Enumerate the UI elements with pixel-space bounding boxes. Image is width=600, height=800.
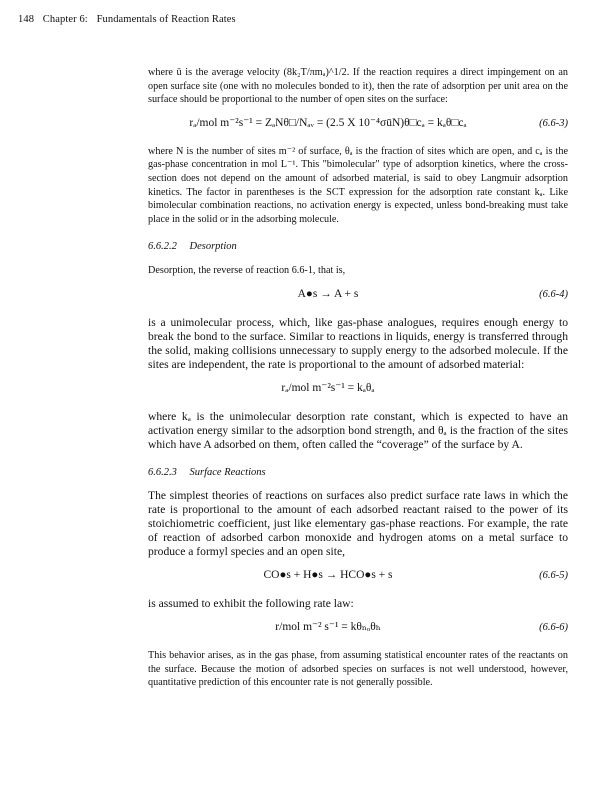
chapter-label: Chapter 6: [42,14,88,25]
equation-number: (6.6-3) [539,117,568,129]
equation-6-6-5 [148,569,568,587]
equation-expression: rₐ/mol m⁻²s⁻¹ = ZₐNθ□/Nₐᵥ = (2.5 X 10⁻⁴σūN)θ□cₐ = kₐθ□cₐ [189,116,467,129]
equation-number: (6.6-6) [539,622,568,634]
equation-desorption-rate [148,382,568,400]
equation-expression: A●s → A + s [297,287,359,300]
page-body [148,66,568,696]
equation-6-6-3 [148,117,568,135]
section-heading-surface-reactions [148,466,568,480]
equation-number: (6.6-5) [539,570,568,582]
running-header [18,14,242,25]
equation-expression: rₐ/mol m⁻²s⁻¹ = kₐθₐ [281,381,375,394]
paragraph: This behavior arises, as in the gas phase, from assuming statistical encounter rates of the reactants on the surface. Because the motion of adsorbed species on surfaces is not well understood, however, quantitative prediction of this encounter rate is not generally possible. [148,650,568,689]
section-number: 6.6.2.3 [148,466,177,478]
paragraph: Desorption, the reverse of reaction 6.6-1, that is, [148,264,346,276]
paragraph: The simplest theories of reactions on surfaces also predict surface rate laws in which the rate is proportional to the amount of each adsorbed reactant raised to the power of its stoichiometric coefficient, just like elementary gas-phase reactions. For example, the rate of reaction of adsorbed carbon monoxide and hydrogen atoms on a metal surface to produce a formyl species and an open site, [148,489,568,559]
section-heading-desorption [148,240,568,254]
paragraph: is a unimolecular process, which, like gas-phase analogues, requires enough energy to break the bond to the surface. Similar to reactions in liquids, energy is transferred through the solid, making collisions unnecessary to supply energy to the adsorbed molecule. If the sites are independent, the rate is proportional to the amount of adsorbed material: [148,315,568,371]
equation-6-6-6 [148,621,568,639]
equation-expression: r/mol m⁻² s⁻¹ = kθₙₒθₕ [275,621,381,634]
paragraph: where N is the number of sites m⁻² of surface, θₐ is the fraction of sites which are open, and cₐ is the gas-phase concentration in mol L⁻¹. This "bimolecular" type of adsorption kinetics, where the cross-section does not depend on the amount of adsorbed material, is said to obey Langmuir adsorption kinetics. The factor in parentheses is the SCT expression for the adsorption rate constant kₐ. Like bimolecular combination reactions, no activation energy is expected, unless bond-breaking must take place in the solid or in the adsorbing molecule. [148,145,568,225]
section-number: 6.6.2.2 [148,241,177,253]
section-title: Desorption [189,241,237,253]
equation-expression: CO●s + H●s → HCO●s + s [263,569,393,582]
equation-number: (6.6-4) [539,288,568,300]
paragraph: is assumed to exhibit the following rate law: [148,597,354,611]
paragraph: where kₐ is the unimolecular desorption rate constant, which is expected to have an activation energy similar to the adsorption bond strength, and θₐ is the fraction of the sites which have A adsorbed on them, often called the “coverage” of the surface by A. [148,409,568,451]
section-title: Surface Reactions [189,466,266,478]
chapter-title: Fundamentals of Reaction Rates [96,14,236,25]
page-number: 148 [18,14,35,25]
equation-6-6-4 [148,288,568,306]
paragraph: where ū is the average velocity (8k₂T/πmₐ)^1/2. If the reaction requires a direct impingement on an open surface site (one with no molecules bonded to it), then the rate of adsorption per unit area on the surface should be proportional to the number of open sites on the surface: [148,67,568,106]
